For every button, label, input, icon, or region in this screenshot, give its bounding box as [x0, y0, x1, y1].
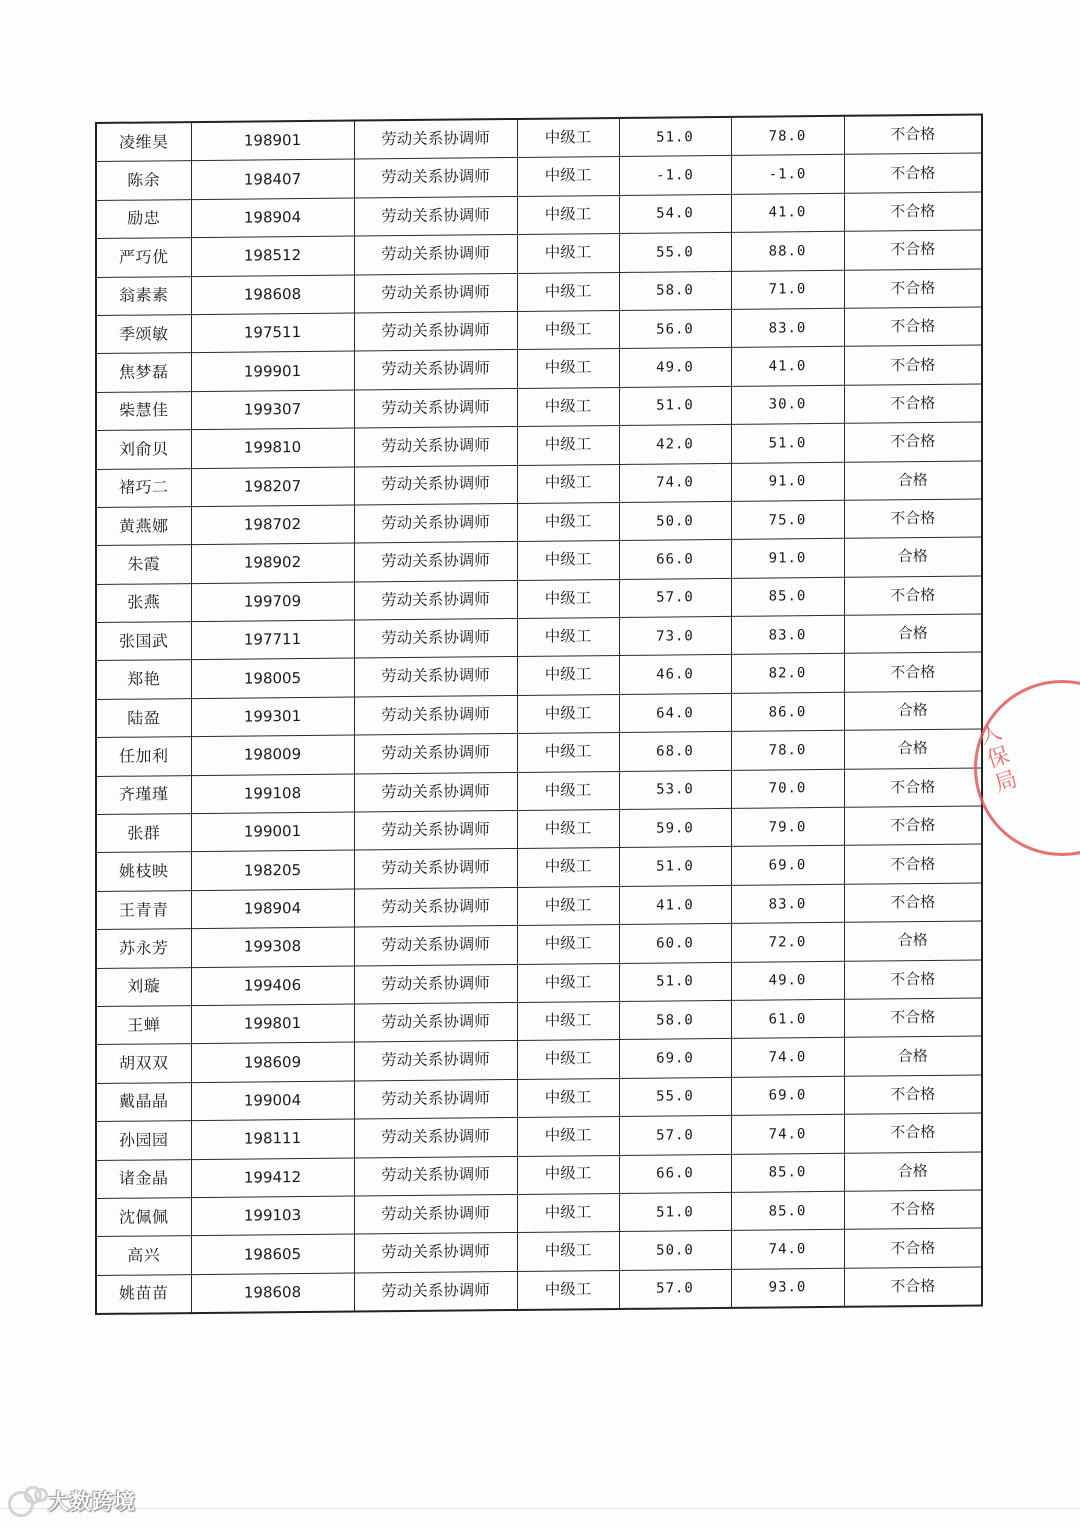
cell-theory-score: 60.0 — [619, 924, 731, 963]
cell-name: 戴晶晶 — [96, 1082, 191, 1121]
cell-level: 中级工 — [517, 349, 619, 388]
cell-occupation: 劳动关系协调师 — [354, 542, 517, 582]
cell-level: 中级工 — [517, 733, 619, 772]
cell-skill-score: 74.0 — [731, 1038, 844, 1077]
cell-skill-score: 71.0 — [731, 270, 844, 309]
cell-skill-score: 69.0 — [731, 1076, 844, 1115]
cell-id: 199308 — [191, 927, 354, 967]
cell-name: 姚枝映 — [96, 852, 191, 891]
cell-level: 中级工 — [517, 234, 619, 273]
cell-theory-score: 54.0 — [619, 194, 731, 233]
cell-id: 198608 — [191, 1273, 354, 1313]
cell-occupation: 劳动关系协调师 — [354, 619, 517, 659]
cell-occupation: 劳动关系协调师 — [354, 1118, 517, 1158]
cell-level: 中级工 — [517, 1001, 619, 1040]
cell-result: 不合格 — [844, 269, 982, 309]
cell-skill-score: 91.0 — [731, 462, 844, 501]
cell-skill-score: 74.0 — [731, 1230, 844, 1269]
cell-id: 199801 — [191, 1004, 354, 1044]
cell-skill-score: 91.0 — [731, 539, 844, 578]
cell-result: 不合格 — [844, 576, 982, 616]
cell-level: 中级工 — [517, 963, 619, 1002]
cell-result: 不合格 — [844, 307, 982, 347]
cell-id: 198111 — [191, 1119, 354, 1159]
cell-theory-score: 50.0 — [619, 501, 731, 540]
cell-occupation: 劳动关系协调师 — [354, 580, 517, 620]
cell-name: 王青青 — [96, 890, 191, 929]
cell-level: 中级工 — [517, 810, 619, 849]
dashu-logo-icon — [8, 1486, 44, 1516]
cell-skill-score: 75.0 — [731, 500, 844, 539]
cell-name: 姚苗苗 — [96, 1274, 191, 1314]
cell-theory-score: 46.0 — [619, 655, 731, 694]
cell-level: 中级工 — [517, 656, 619, 695]
cell-name: 苏永芳 — [96, 929, 191, 968]
cell-occupation: 劳动关系协调师 — [354, 926, 517, 966]
cell-id: 199307 — [191, 390, 354, 430]
cell-theory-score: 51.0 — [619, 962, 731, 1001]
cell-id: 198902 — [191, 543, 354, 583]
cell-result: 合格 — [844, 1152, 982, 1192]
cell-result: 不合格 — [844, 499, 982, 539]
cell-id: 198512 — [191, 236, 354, 276]
cell-id: 199709 — [191, 582, 354, 622]
cell-level: 中级工 — [517, 771, 619, 810]
cell-skill-score: 93.0 — [731, 1268, 844, 1308]
table-body — [96, 114, 982, 1314]
cell-level: 中级工 — [517, 195, 619, 234]
cell-result: 不合格 — [844, 1075, 982, 1115]
cell-name: 励忠 — [96, 199, 191, 238]
cell-result: 不合格 — [844, 844, 982, 884]
cell-result: 合格 — [844, 921, 982, 961]
cell-theory-score: 49.0 — [619, 348, 731, 387]
cell-skill-score: 83.0 — [731, 884, 844, 923]
cell-theory-score: 56.0 — [619, 309, 731, 348]
cell-level: 中级工 — [517, 1155, 619, 1194]
cell-name: 郑艳 — [96, 660, 191, 699]
cell-result: 不合格 — [844, 230, 982, 270]
cell-theory-score: -1.0 — [619, 156, 731, 195]
cell-name: 朱霞 — [96, 545, 191, 584]
cell-name: 刘俞贝 — [96, 430, 191, 469]
cell-theory-score: 68.0 — [619, 732, 731, 771]
cell-occupation: 劳动关系协调师 — [354, 1194, 517, 1234]
cell-skill-score: 85.0 — [731, 1153, 844, 1192]
cell-name: 齐瑾瑾 — [96, 775, 191, 814]
cell-name: 胡双双 — [96, 1044, 191, 1083]
cell-skill-score: 85.0 — [731, 1191, 844, 1230]
cell-level: 中级工 — [517, 848, 619, 887]
cell-skill-score: 51.0 — [731, 423, 844, 462]
cell-skill-score: 49.0 — [731, 961, 844, 1000]
cell-occupation: 劳动关系协调师 — [354, 734, 517, 774]
cell-occupation: 劳动关系协调师 — [354, 1271, 517, 1311]
cell-theory-score: 57.0 — [619, 1116, 731, 1155]
cell-level: 中级工 — [517, 387, 619, 426]
cell-result: 不合格 — [844, 1228, 982, 1268]
cell-theory-score: 64.0 — [619, 693, 731, 732]
cell-name: 陆盈 — [96, 698, 191, 737]
cell-theory-score: 66.0 — [619, 540, 731, 579]
cell-id: 199103 — [191, 1196, 354, 1236]
cell-skill-score: 82.0 — [731, 654, 844, 693]
cell-name: 凌维昊 — [96, 122, 191, 162]
cell-level: 中级工 — [517, 925, 619, 964]
cell-skill-score: 79.0 — [731, 807, 844, 846]
cell-result: 不合格 — [844, 384, 982, 424]
cell-level: 中级工 — [517, 1040, 619, 1079]
cell-theory-score: 74.0 — [619, 463, 731, 502]
cell-occupation: 劳动关系协调师 — [354, 695, 517, 735]
watermark-text: 大数跨境 — [48, 1490, 136, 1514]
cell-id: 197711 — [191, 620, 354, 660]
cell-skill-score: -1.0 — [731, 155, 844, 194]
cell-theory-score: 53.0 — [619, 770, 731, 809]
cell-theory-score: 57.0 — [619, 578, 731, 617]
cell-result: 不合格 — [844, 192, 982, 232]
cell-skill-score: 70.0 — [731, 769, 844, 808]
cell-occupation: 劳动关系协调师 — [354, 772, 517, 812]
cell-level: 中级工 — [517, 272, 619, 311]
cell-occupation: 劳动关系协调师 — [354, 810, 517, 850]
cell-result: 不合格 — [844, 114, 982, 154]
cell-level: 中级工 — [517, 579, 619, 618]
cell-id: 198207 — [191, 467, 354, 507]
cell-occupation: 劳动关系协调师 — [354, 657, 517, 697]
cell-name: 张国武 — [96, 622, 191, 661]
cell-occupation: 劳动关系协调师 — [354, 1002, 517, 1042]
cell-theory-score: 51.0 — [619, 1192, 731, 1231]
cell-id: 198009 — [191, 735, 354, 775]
cell-result: 不合格 — [844, 883, 982, 923]
cell-skill-score: 72.0 — [731, 923, 844, 962]
cell-id: 198205 — [191, 850, 354, 890]
cell-skill-score: 88.0 — [731, 231, 844, 270]
cell-id: 199108 — [191, 774, 354, 814]
cell-result: 不合格 — [844, 768, 982, 808]
cell-id: 199004 — [191, 1081, 354, 1121]
cell-name: 焦梦磊 — [96, 353, 191, 392]
cell-name: 张燕 — [96, 583, 191, 622]
official-seal-stamp — [974, 680, 1080, 856]
cell-theory-score: 66.0 — [619, 1154, 731, 1193]
cell-theory-score: 58.0 — [619, 1000, 731, 1039]
cell-result: 合格 — [844, 537, 982, 577]
cell-name: 刘璇 — [96, 967, 191, 1006]
cell-result: 不合格 — [844, 1190, 982, 1230]
cell-theory-score: 51.0 — [619, 847, 731, 886]
cell-name: 王蝉 — [96, 1006, 191, 1045]
cell-skill-score: 30.0 — [731, 385, 844, 424]
cell-occupation: 劳动关系协调师 — [354, 119, 517, 159]
cell-occupation: 劳动关系协调师 — [354, 1041, 517, 1081]
cell-level: 中级工 — [517, 502, 619, 541]
cell-level: 中级工 — [517, 886, 619, 925]
cell-level: 中级工 — [517, 426, 619, 465]
cell-result: 不合格 — [844, 1267, 982, 1307]
cell-occupation: 劳动关系协调师 — [354, 427, 517, 467]
cell-id: 198407 — [191, 159, 354, 199]
cell-theory-score: 41.0 — [619, 885, 731, 924]
cell-theory-score: 58.0 — [619, 271, 731, 310]
cell-theory-score: 59.0 — [619, 808, 731, 847]
cell-name: 褚巧二 — [96, 468, 191, 507]
cell-level: 中级工 — [517, 1193, 619, 1232]
cell-theory-score: 57.0 — [619, 1269, 731, 1309]
cell-skill-score: 83.0 — [731, 615, 844, 654]
cell-id: 198609 — [191, 1042, 354, 1082]
cell-skill-score: 85.0 — [731, 577, 844, 616]
cell-name: 柴慧佳 — [96, 391, 191, 430]
cell-skill-score: 41.0 — [731, 193, 844, 232]
cell-skill-score: 69.0 — [731, 846, 844, 885]
cell-id: 198605 — [191, 1234, 354, 1274]
cell-skill-score: 78.0 — [731, 116, 844, 156]
cell-name: 季颂敏 — [96, 315, 191, 354]
cell-theory-score: 73.0 — [619, 616, 731, 655]
cell-name: 陈余 — [96, 161, 191, 200]
cell-level: 中级工 — [517, 464, 619, 503]
cell-result: 合格 — [844, 691, 982, 731]
cell-theory-score: 55.0 — [619, 233, 731, 272]
cell-skill-score: 61.0 — [731, 999, 844, 1038]
cell-id: 198005 — [191, 658, 354, 698]
cell-result: 不合格 — [844, 998, 982, 1038]
cell-level: 中级工 — [517, 541, 619, 580]
seal-text: 人保局 — [973, 718, 1020, 799]
cell-result: 合格 — [844, 1036, 982, 1076]
watermark — [8, 1486, 136, 1516]
cell-level: 中级工 — [517, 694, 619, 733]
cell-id: 198904 — [191, 889, 354, 929]
cell-theory-score: 51.0 — [619, 117, 731, 157]
cell-id: 198904 — [191, 198, 354, 238]
cell-skill-score: 78.0 — [731, 731, 844, 770]
cell-occupation: 劳动关系协调师 — [354, 887, 517, 927]
cell-id: 198702 — [191, 505, 354, 545]
cell-result: 不合格 — [844, 1113, 982, 1153]
cell-level: 中级工 — [517, 1078, 619, 1117]
cell-level: 中级工 — [517, 118, 619, 158]
cell-name: 严巧优 — [96, 238, 191, 277]
cell-occupation: 劳动关系协调师 — [354, 235, 517, 275]
cell-level: 中级工 — [517, 1117, 619, 1156]
cell-name: 黄燕娜 — [96, 506, 191, 545]
cell-result: 不合格 — [844, 806, 982, 846]
cell-result: 不合格 — [844, 960, 982, 1000]
cell-result: 不合格 — [844, 422, 982, 462]
cell-name: 高兴 — [96, 1236, 191, 1275]
cell-name: 沈佩佩 — [96, 1198, 191, 1237]
cell-id: 199301 — [191, 697, 354, 737]
cell-id: 199810 — [191, 428, 354, 468]
cell-skill-score: 41.0 — [731, 347, 844, 386]
cell-occupation: 劳动关系协调师 — [354, 1079, 517, 1119]
cell-name: 任加利 — [96, 737, 191, 776]
cell-occupation: 劳动关系协调师 — [354, 273, 517, 313]
cell-name: 张群 — [96, 814, 191, 853]
exam-results-table — [95, 113, 983, 1315]
results-table-wrapper — [95, 113, 981, 1315]
cell-theory-score: 69.0 — [619, 1039, 731, 1078]
page-bottom-rule — [0, 1508, 1080, 1509]
cell-theory-score: 50.0 — [619, 1231, 731, 1270]
cell-result: 不合格 — [844, 652, 982, 692]
cell-result: 不合格 — [844, 153, 982, 193]
table-row — [96, 1267, 982, 1314]
cell-name: 孙园园 — [96, 1121, 191, 1160]
cell-result: 不合格 — [844, 345, 982, 385]
cell-skill-score: 83.0 — [731, 308, 844, 347]
cell-id: 198608 — [191, 275, 354, 315]
cell-level: 中级工 — [517, 157, 619, 196]
cell-level: 中级工 — [517, 1232, 619, 1271]
cell-name: 诸金晶 — [96, 1159, 191, 1198]
cell-result: 合格 — [844, 729, 982, 769]
cell-id: 199406 — [191, 966, 354, 1006]
cell-occupation: 劳动关系协调师 — [354, 158, 517, 198]
cell-occupation: 劳动关系协调师 — [354, 465, 517, 505]
cell-id: 199412 — [191, 1158, 354, 1198]
cell-theory-score: 51.0 — [619, 386, 731, 425]
cell-occupation: 劳动关系协调师 — [354, 849, 517, 889]
cell-id: 198901 — [191, 121, 354, 161]
cell-occupation: 劳动关系协调师 — [354, 311, 517, 351]
cell-theory-score: 42.0 — [619, 425, 731, 464]
cell-occupation: 劳动关系协调师 — [354, 388, 517, 428]
cell-skill-score: 86.0 — [731, 692, 844, 731]
cell-name: 翁素素 — [96, 276, 191, 315]
cell-occupation: 劳动关系协调师 — [354, 196, 517, 236]
cell-id: 199001 — [191, 812, 354, 852]
cell-id: 199901 — [191, 351, 354, 391]
cell-level: 中级工 — [517, 618, 619, 657]
cell-result: 合格 — [844, 461, 982, 501]
cell-level: 中级工 — [517, 1270, 619, 1310]
cell-level: 中级工 — [517, 310, 619, 349]
cell-id: 197511 — [191, 313, 354, 353]
cell-occupation: 劳动关系协调师 — [354, 1233, 517, 1273]
cell-theory-score: 55.0 — [619, 1077, 731, 1116]
cell-skill-score: 74.0 — [731, 1114, 844, 1153]
cell-occupation: 劳动关系协调师 — [354, 964, 517, 1004]
cell-occupation: 劳动关系协调师 — [354, 1156, 517, 1196]
cell-occupation: 劳动关系协调师 — [354, 503, 517, 543]
cell-occupation: 劳动关系协调师 — [354, 350, 517, 390]
cell-result: 合格 — [844, 614, 982, 654]
